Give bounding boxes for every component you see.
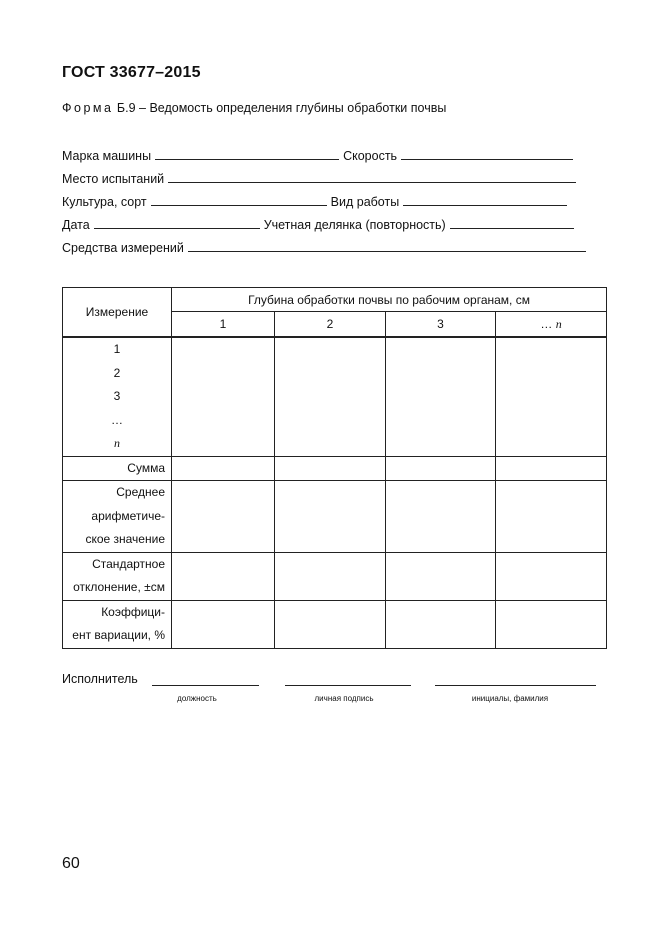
instruments-label: Средства измерений (62, 241, 184, 255)
name-caption: инициалы, фамилия (471, 694, 549, 703)
measurement-row-n: n (114, 436, 120, 450)
page-number: 60 (62, 855, 80, 872)
document-title: ГОСТ 33677–2015 (62, 64, 201, 81)
column-header-2: 2 (275, 312, 386, 337)
measurement-row-2: 2 (113, 365, 121, 380)
signature-line (285, 684, 411, 686)
field-row-machine-speed (62, 149, 577, 163)
cv-line-1: Коэффици- (101, 604, 165, 619)
measurement-row-3: 3 (113, 389, 121, 403)
data-cell (172, 481, 275, 553)
data-cell (172, 456, 275, 481)
position-line (152, 684, 259, 686)
data-cell (172, 552, 275, 600)
data-cell (496, 456, 607, 481)
field-row-instruments (62, 241, 590, 255)
data-cell (275, 552, 386, 600)
name-line (435, 684, 596, 686)
data-cell (172, 600, 275, 648)
data-cell (275, 481, 386, 553)
data-cell (275, 456, 386, 481)
data-cell (386, 456, 496, 481)
std-line-2: отклонение, ±см (73, 580, 165, 594)
field-row-test-site (62, 172, 580, 186)
depth-header: Глубина обработки почвы по рабочим органам, см (172, 288, 607, 312)
data-cell (275, 600, 386, 648)
field-row-crop-work (62, 195, 571, 209)
data-cell (386, 600, 496, 648)
instruments-blank (188, 250, 586, 252)
cv-label (63, 600, 172, 648)
data-cell (496, 600, 607, 648)
data-cell (496, 552, 607, 600)
data-cell (275, 337, 386, 456)
speed-blank (401, 158, 573, 160)
measurement-header: Измерение (63, 288, 172, 338)
signature-caption: личная подпись (314, 694, 374, 703)
form-word: Форма (62, 101, 114, 115)
speed-label: Скорость (343, 149, 398, 163)
work-type-blank (403, 204, 567, 206)
mean-line-3: ское значение (85, 532, 165, 546)
column-header-ellipsis: … (540, 316, 553, 331)
mean-label (63, 481, 172, 553)
position-caption: должность (177, 694, 217, 703)
work-type-label: Вид работы (330, 195, 400, 209)
std-label (63, 552, 172, 600)
plot-blank (450, 227, 574, 229)
date-blank (94, 227, 260, 229)
crop-variety-blank (151, 204, 327, 206)
form-caption (62, 101, 446, 115)
column-header-n (496, 312, 607, 337)
cv-line-2: ент вариации, % (72, 628, 165, 642)
form-caption-text: Б.9 – Ведомость определения глубины обработки почвы (113, 101, 447, 115)
mean-line-2: арифметиче- (91, 508, 165, 523)
executor-label: Исполнитель (62, 672, 138, 686)
column-header-1: 1 (172, 312, 275, 337)
crop-variety-label: Культура, сорт (62, 195, 147, 209)
mean-line-1: Среднее (116, 485, 165, 499)
data-cell (386, 552, 496, 600)
machine-brand-label: Марка машины (62, 149, 152, 163)
data-cell (386, 337, 496, 456)
data-cell (172, 337, 275, 456)
data-cell (496, 337, 607, 456)
plot-label: Учетная делянка (повторность) (263, 218, 446, 232)
field-row-date-plot (62, 218, 578, 232)
measurement-numbers-cell (63, 337, 172, 456)
std-line-1: Стандартное (92, 556, 165, 571)
sum-label: Сумма (63, 456, 172, 481)
test-site-blank (168, 181, 576, 183)
depth-measurement-table (62, 287, 607, 649)
test-site-label: Место испытаний (62, 172, 165, 186)
measurement-row-ellipsis: … (111, 412, 123, 427)
measurement-row-1: 1 (113, 342, 121, 356)
data-cell (386, 481, 496, 553)
date-label: Дата (62, 218, 90, 232)
column-header-n-var: n (555, 316, 562, 331)
column-header-3: 3 (386, 312, 496, 337)
machine-brand-blank (155, 158, 339, 160)
data-cell (496, 481, 607, 553)
